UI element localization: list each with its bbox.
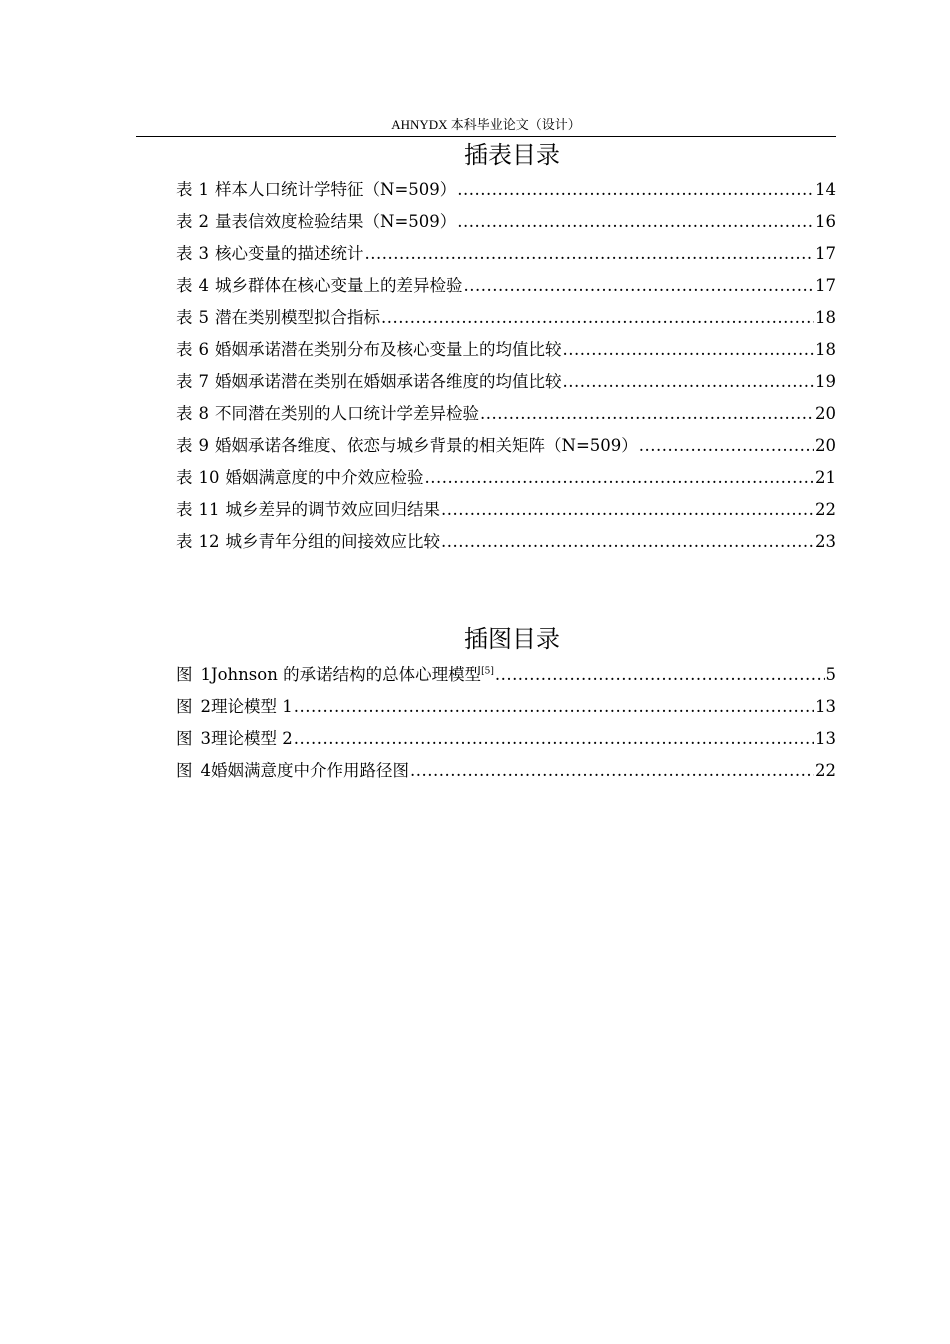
toc-entry-table-10[interactable] bbox=[176, 462, 836, 494]
toc-entry-title: 婚姻满意度中介作用路径图 bbox=[211, 761, 409, 780]
toc-entry-table-12[interactable] bbox=[176, 526, 836, 558]
toc-entry-figure-4[interactable] bbox=[176, 755, 836, 787]
toc-leader-dots bbox=[480, 398, 814, 430]
toc-entry-title: 城乡差异的调节效应回归结果 bbox=[225, 500, 440, 519]
running-header: AHNYDX 本科毕业论文（设计） bbox=[391, 117, 581, 132]
toc-entry-page: 17 bbox=[815, 244, 836, 263]
toc-entry-title: 样本人口统计学特征（N=509） bbox=[215, 180, 457, 199]
toc-entry-page: 18 bbox=[815, 308, 836, 327]
toc-leader-dots bbox=[495, 659, 825, 691]
toc-entry-table-11[interactable] bbox=[176, 494, 836, 526]
toc-entry-page: 23 bbox=[815, 532, 836, 551]
toc-entry-table-3[interactable] bbox=[176, 238, 836, 270]
toc-entry-prefix: 表 3 bbox=[176, 244, 209, 263]
toc-entry-prefix: 图 1 bbox=[176, 665, 211, 684]
toc-entry-title: 婚姻承诺潜在类别分布及核心变量上的均值比较 bbox=[215, 340, 562, 359]
toc-leader-dots bbox=[365, 238, 815, 270]
toc-entry-figure-1[interactable] bbox=[176, 659, 836, 691]
toc-entry-page: 21 bbox=[815, 468, 836, 487]
toc-entry-page: 16 bbox=[815, 212, 836, 231]
citation-superscript: [5] bbox=[481, 666, 494, 677]
toc-leader-dots bbox=[441, 494, 814, 526]
toc-entry-page: 14 bbox=[815, 180, 836, 199]
toc-leader-dots bbox=[639, 430, 814, 462]
toc-entry-prefix: 表 11 bbox=[176, 500, 220, 519]
toc-leader-dots bbox=[563, 334, 815, 366]
toc-entry-prefix: 表 12 bbox=[176, 532, 220, 551]
toc-entry-prefix: 表 8 bbox=[176, 404, 209, 423]
toc-entry-title: 量表信效度检验结果（N=509） bbox=[215, 212, 457, 231]
figures-toc-list bbox=[176, 659, 836, 787]
toc-entry-page: 19 bbox=[815, 372, 836, 391]
toc-entry-title: 婚姻承诺潜在类别在婚姻承诺各维度的均值比较 bbox=[215, 372, 562, 391]
figures-toc-title: 插图目录 bbox=[464, 625, 560, 653]
toc-entry-title: 核心变量的描述统计 bbox=[215, 244, 364, 263]
toc-leader-dots bbox=[294, 723, 814, 755]
toc-entry-title: 理论模型 1 bbox=[211, 697, 293, 716]
toc-leader-dots bbox=[457, 206, 814, 238]
toc-entry-title: 婚姻承诺各维度、依恋与城乡背景的相关矩阵（N=509） bbox=[215, 436, 638, 455]
toc-entry-table-9[interactable] bbox=[176, 430, 836, 462]
tables-toc-title: 插表目录 bbox=[464, 141, 560, 169]
toc-leader-dots bbox=[563, 366, 815, 398]
toc-entry-title: 理论模型 2 bbox=[211, 729, 293, 748]
toc-leader-dots bbox=[294, 691, 814, 723]
toc-entry-page: 17 bbox=[815, 276, 836, 295]
toc-entry-figure-3[interactable] bbox=[176, 723, 836, 755]
toc-leader-dots bbox=[457, 174, 814, 206]
toc-entry-prefix: 图 2 bbox=[176, 697, 211, 716]
toc-entry-table-6[interactable] bbox=[176, 334, 836, 366]
toc-entry-title: 不同潜在类别的人口统计学差异检验 bbox=[215, 404, 479, 423]
toc-entry-page: 20 bbox=[815, 436, 836, 455]
toc-entry-prefix: 表 2 bbox=[176, 212, 209, 231]
toc-entry-figure-2[interactable] bbox=[176, 691, 836, 723]
toc-entry-title: 城乡群体在核心变量上的差异检验 bbox=[215, 276, 463, 295]
toc-entry-prefix: 表 7 bbox=[176, 372, 209, 391]
toc-leader-dots bbox=[381, 302, 814, 334]
toc-entry-table-8[interactable] bbox=[176, 398, 836, 430]
header-rule bbox=[136, 136, 836, 137]
toc-entry-title: 城乡青年分组的间接效应比较 bbox=[225, 532, 440, 551]
toc-entry-prefix: 表 4 bbox=[176, 276, 209, 295]
toc-entry-page: 18 bbox=[815, 340, 836, 359]
tables-toc-list bbox=[176, 174, 836, 558]
toc-entry-prefix: 图 4 bbox=[176, 761, 211, 780]
toc-entry-prefix: 表 9 bbox=[176, 436, 209, 455]
toc-leader-dots bbox=[441, 526, 814, 558]
toc-entry-table-5[interactable] bbox=[176, 302, 836, 334]
toc-entry-prefix: 表 10 bbox=[176, 468, 220, 487]
toc-entry-table-7[interactable] bbox=[176, 366, 836, 398]
toc-entry-table-2[interactable] bbox=[176, 206, 836, 238]
toc-entry-prefix: 表 5 bbox=[176, 308, 209, 327]
toc-leader-dots bbox=[464, 270, 815, 302]
toc-entry-title: 潜在类别模型拟合指标 bbox=[215, 308, 380, 327]
toc-entry-title: 婚姻满意度的中介效应检验 bbox=[225, 468, 424, 487]
toc-entry-prefix: 表 1 bbox=[176, 180, 209, 199]
toc-entry-title: Johnson 的承诺结构的总体心理模型[5] bbox=[211, 665, 494, 684]
toc-entry-table-4[interactable] bbox=[176, 270, 836, 302]
toc-entry-page: 22 bbox=[815, 500, 836, 519]
toc-entry-table-1[interactable] bbox=[176, 174, 836, 206]
toc-entry-page: 22 bbox=[815, 761, 836, 780]
toc-entry-page: 13 bbox=[815, 697, 836, 716]
toc-leader-dots bbox=[425, 462, 815, 494]
toc-leader-dots bbox=[410, 755, 814, 787]
toc-entry-page: 5 bbox=[825, 665, 836, 684]
toc-entry-page: 20 bbox=[815, 404, 836, 423]
toc-entry-page: 13 bbox=[815, 729, 836, 748]
toc-entry-prefix: 图 3 bbox=[176, 729, 211, 748]
toc-entry-prefix: 表 6 bbox=[176, 340, 209, 359]
